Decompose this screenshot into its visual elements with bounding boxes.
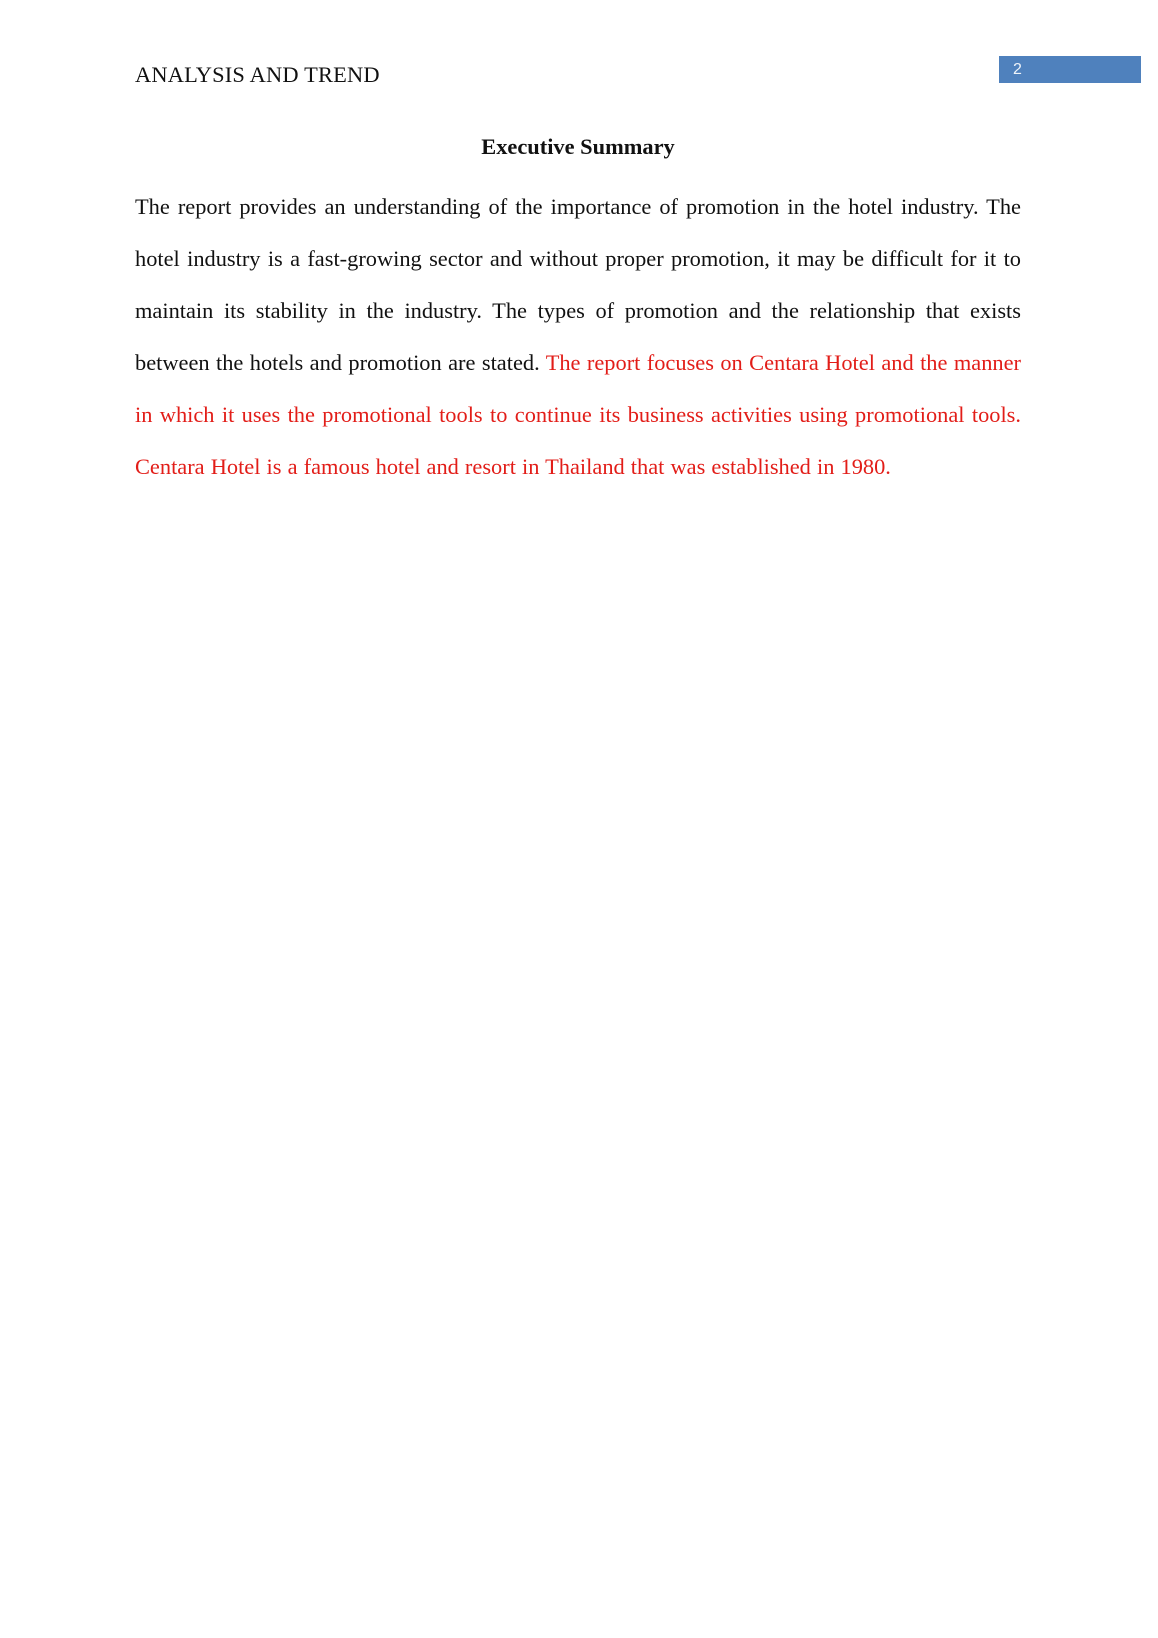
- paragraph-text-red: The report focuses on Centara Hotel and the manner in which it uses the promotional tools to continue its business activities using promotional tools. Centara Hotel is a famous hotel and resort in Thailand that was established in 1980.: [135, 350, 1021, 479]
- page-number-badge: [999, 56, 1141, 83]
- running-head: ANALYSIS AND TREND: [135, 62, 380, 87]
- paragraph-text-black: The report provides an understanding of the importance of promotion in the hotel industry. The hotel industry is a fast-growing sector and without proper promotion, it may be difficult for it to maintain its stability in the industry. The types of promotion and the relationship that exists between the hotels and promotion are stated.: [135, 194, 1021, 375]
- section-title: Executive Summary: [481, 134, 675, 159]
- body-paragraph: [135, 181, 1021, 493]
- page-number: 2: [1013, 60, 1022, 78]
